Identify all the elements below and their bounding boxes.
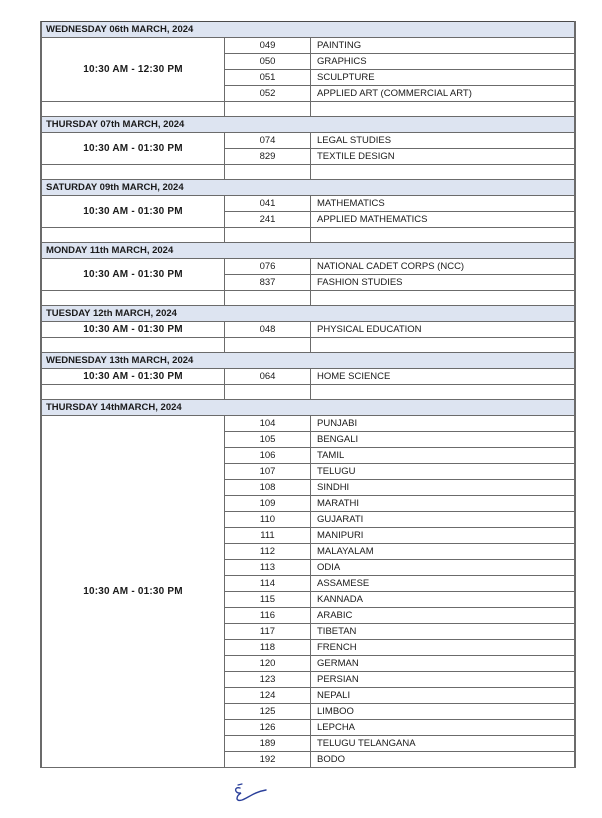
subject-name: ARABIC bbox=[311, 608, 575, 624]
exam-time: 10:30 AM - 12:30 PM bbox=[42, 38, 225, 102]
date-sheet bbox=[40, 21, 576, 768]
blank-cell bbox=[311, 291, 575, 306]
exam-schedule-table bbox=[41, 21, 575, 768]
subject-code: 125 bbox=[225, 704, 311, 720]
signature-mark bbox=[232, 780, 272, 806]
subject-row bbox=[42, 259, 575, 275]
date-header-row bbox=[42, 306, 575, 322]
date-header-row bbox=[42, 22, 575, 38]
subject-name: FRENCH bbox=[311, 640, 575, 656]
subject-name: TELUGU bbox=[311, 464, 575, 480]
subject-name: HOME SCIENCE bbox=[311, 369, 575, 385]
blank-cell bbox=[42, 228, 225, 243]
exam-date: MONDAY 11th MARCH, 2024 bbox=[42, 243, 575, 259]
subject-name: PERSIAN bbox=[311, 672, 575, 688]
subject-row bbox=[42, 369, 575, 385]
blank-cell bbox=[42, 165, 225, 180]
subject-name: APPLIED ART (COMMERCIAL ART) bbox=[311, 86, 575, 102]
subject-code: 241 bbox=[225, 212, 311, 228]
subject-name: APPLIED MATHEMATICS bbox=[311, 212, 575, 228]
subject-code: 105 bbox=[225, 432, 311, 448]
exam-date: WEDNESDAY 13th MARCH, 2024 bbox=[42, 353, 575, 369]
spacer-row bbox=[42, 102, 575, 117]
subject-name: MANIPURI bbox=[311, 528, 575, 544]
subject-name: TAMIL bbox=[311, 448, 575, 464]
exam-time: 10:30 AM - 01:30 PM bbox=[42, 259, 225, 291]
spacer-row bbox=[42, 291, 575, 306]
subject-name: PAINTING bbox=[311, 38, 575, 54]
subject-code: 051 bbox=[225, 70, 311, 86]
blank-cell bbox=[225, 165, 311, 180]
subject-code: 041 bbox=[225, 196, 311, 212]
subject-name: LIMBOO bbox=[311, 704, 575, 720]
blank-cell bbox=[42, 385, 225, 400]
blank-cell bbox=[225, 385, 311, 400]
subject-name: TIBETAN bbox=[311, 624, 575, 640]
subject-code: 118 bbox=[225, 640, 311, 656]
subject-code: 117 bbox=[225, 624, 311, 640]
date-header-row bbox=[42, 243, 575, 259]
subject-name: KANNADA bbox=[311, 592, 575, 608]
subject-code: 049 bbox=[225, 38, 311, 54]
subject-name: GERMAN bbox=[311, 656, 575, 672]
subject-code: 115 bbox=[225, 592, 311, 608]
blank-cell bbox=[311, 165, 575, 180]
subject-name: TELUGU TELANGANA bbox=[311, 736, 575, 752]
subject-name: SINDHI bbox=[311, 480, 575, 496]
subject-name: LEGAL STUDIES bbox=[311, 133, 575, 149]
subject-name: MATHEMATICS bbox=[311, 196, 575, 212]
subject-code: 116 bbox=[225, 608, 311, 624]
subject-code: 104 bbox=[225, 416, 311, 432]
subject-code: 124 bbox=[225, 688, 311, 704]
date-header-row bbox=[42, 400, 575, 416]
blank-cell bbox=[311, 338, 575, 353]
subject-name: MARATHI bbox=[311, 496, 575, 512]
subject-code: 107 bbox=[225, 464, 311, 480]
exam-time: 10:30 AM - 01:30 PM bbox=[42, 416, 225, 768]
subject-row bbox=[42, 196, 575, 212]
subject-code: 076 bbox=[225, 259, 311, 275]
blank-cell bbox=[311, 102, 575, 117]
subject-row bbox=[42, 133, 575, 149]
subject-name: LEPCHA bbox=[311, 720, 575, 736]
subject-name: BODO bbox=[311, 752, 575, 768]
exam-time: 10:30 AM - 01:30 PM bbox=[42, 369, 225, 385]
subject-code: 126 bbox=[225, 720, 311, 736]
subject-code: 120 bbox=[225, 656, 311, 672]
subject-code: 108 bbox=[225, 480, 311, 496]
subject-code: 050 bbox=[225, 54, 311, 70]
blank-cell bbox=[225, 228, 311, 243]
subject-code: 110 bbox=[225, 512, 311, 528]
subject-name: ASSAMESE bbox=[311, 576, 575, 592]
subject-code: 106 bbox=[225, 448, 311, 464]
subject-name: FASHION STUDIES bbox=[311, 275, 575, 291]
subject-name: BENGALI bbox=[311, 432, 575, 448]
blank-cell bbox=[42, 338, 225, 353]
subject-code: 064 bbox=[225, 369, 311, 385]
blank-cell bbox=[225, 291, 311, 306]
subject-code: 123 bbox=[225, 672, 311, 688]
exam-date: WEDNESDAY 06th MARCH, 2024 bbox=[42, 22, 575, 38]
exam-date: THURSDAY 07th MARCH, 2024 bbox=[42, 117, 575, 133]
subject-name: SCULPTURE bbox=[311, 70, 575, 86]
exam-time: 10:30 AM - 01:30 PM bbox=[42, 322, 225, 338]
subject-code: 112 bbox=[225, 544, 311, 560]
exam-date: SATURDAY 09th MARCH, 2024 bbox=[42, 180, 575, 196]
spacer-row bbox=[42, 228, 575, 243]
date-header-row bbox=[42, 180, 575, 196]
exam-date: THURSDAY 14thMARCH, 2024 bbox=[42, 400, 575, 416]
subject-name: GRAPHICS bbox=[311, 54, 575, 70]
subject-code: 048 bbox=[225, 322, 311, 338]
blank-cell bbox=[311, 385, 575, 400]
subject-name: NEPALI bbox=[311, 688, 575, 704]
blank-cell bbox=[311, 228, 575, 243]
subject-name: MALAYALAM bbox=[311, 544, 575, 560]
subject-code: 114 bbox=[225, 576, 311, 592]
subject-row bbox=[42, 416, 575, 432]
exam-date: TUESDAY 12th MARCH, 2024 bbox=[42, 306, 575, 322]
spacer-row bbox=[42, 338, 575, 353]
subject-row bbox=[42, 38, 575, 54]
subject-code: 189 bbox=[225, 736, 311, 752]
subject-code: 109 bbox=[225, 496, 311, 512]
subject-name: PUNJABI bbox=[311, 416, 575, 432]
subject-name: NATIONAL CADET CORPS (NCC) bbox=[311, 259, 575, 275]
subject-code: 113 bbox=[225, 560, 311, 576]
subject-code: 192 bbox=[225, 752, 311, 768]
subject-code: 837 bbox=[225, 275, 311, 291]
subject-name: ODIA bbox=[311, 560, 575, 576]
blank-cell bbox=[42, 291, 225, 306]
date-header-row bbox=[42, 353, 575, 369]
subject-code: 074 bbox=[225, 133, 311, 149]
blank-cell bbox=[225, 338, 311, 353]
subject-row bbox=[42, 322, 575, 338]
subject-code: 111 bbox=[225, 528, 311, 544]
blank-cell bbox=[42, 102, 225, 117]
exam-time: 10:30 AM - 01:30 PM bbox=[42, 133, 225, 165]
date-header-row bbox=[42, 117, 575, 133]
subject-name: GUJARATI bbox=[311, 512, 575, 528]
exam-time: 10:30 AM - 01:30 PM bbox=[42, 196, 225, 228]
subject-name: PHYSICAL EDUCATION bbox=[311, 322, 575, 338]
spacer-row bbox=[42, 165, 575, 180]
subject-code: 829 bbox=[225, 149, 311, 165]
spacer-row bbox=[42, 385, 575, 400]
subject-code: 052 bbox=[225, 86, 311, 102]
subject-name: TEXTILE DESIGN bbox=[311, 149, 575, 165]
blank-cell bbox=[225, 102, 311, 117]
